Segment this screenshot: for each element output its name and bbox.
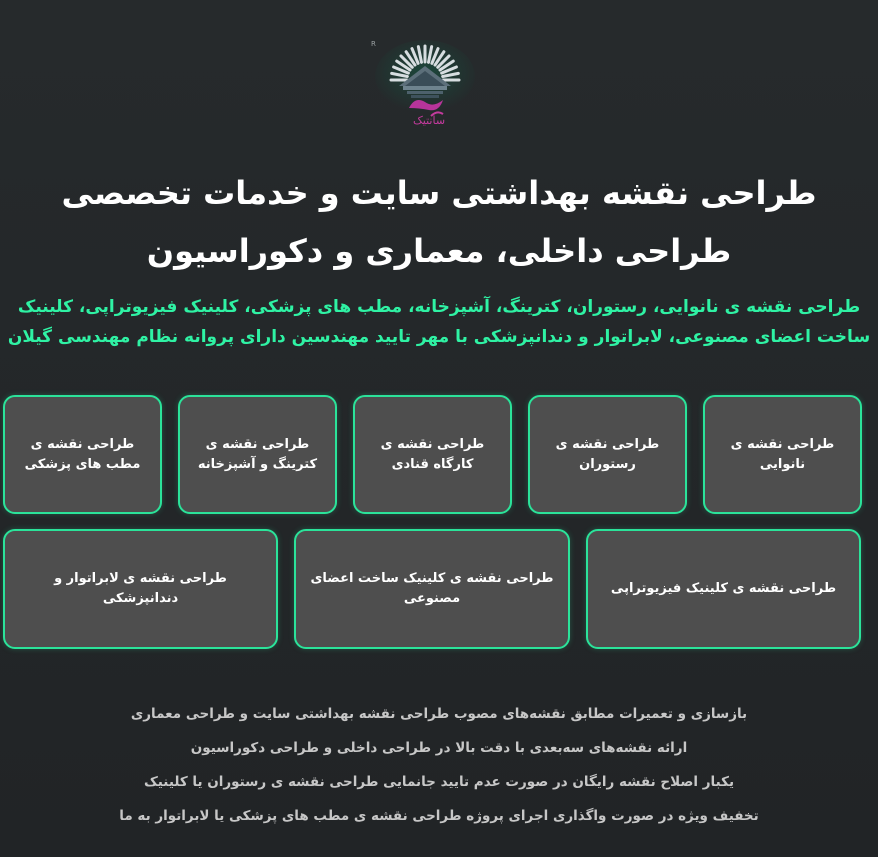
service-card-dental-lab[interactable] [3, 529, 278, 649]
service-card-physiotherapy[interactable] [586, 529, 861, 649]
service-card-catering[interactable] [178, 395, 337, 514]
page-subtitle: طراحی نقشه ی نانوایی، رستوران، کترینگ، آشپزخانه، مطب های پزشکی، کلینیک فیزیوتراپی، کلینیک ساخت اعضای مصنوعی، لابراتوار و دندانپزشکی با مهر تایید مهندسین دارای پروانه نظام مهندسی گیلان [7, 297, 871, 347]
service-card-label: طراحی نقشه ی کارگاه قنادی [380, 436, 485, 472]
brand-logo[interactable] [369, 36, 481, 132]
service-card-confectionery[interactable] [353, 395, 512, 514]
logo-emblem-icon [369, 36, 481, 132]
service-card-label: طراحی نقشه ی کترینگ و آشپزخانه [197, 436, 318, 472]
service-card-label: طراحی نقشه ی لابراتوار و دندانپزشکی [54, 571, 227, 606]
logo-wordmark: سانتیک [412, 114, 446, 127]
service-card-bakery[interactable] [703, 395, 862, 514]
service-card-prosthetics-clinic[interactable] [294, 529, 570, 649]
list-item: تخفیف ویژه در صورت واگذاری اجرای پروژه طراحی نقشه ی مطب های پزشکی یا لابراتوار به ما [119, 808, 759, 824]
page-title: طراحی نقشه بهداشتی سایت و خدمات تخصصی طراحی داخلی، معماری و دکوراسیون [61, 174, 817, 270]
service-card-label: طراحی نقشه ی مطب های پزشکی [24, 436, 141, 472]
benefits-list [40, 697, 838, 833]
list-item: بازسازی و تعمیرات مطابق نقشه‌های مصوب طراحی نقشه بهداشتی سایت و طراحی معماری [130, 706, 748, 722]
service-card-label: طراحی نقشه ی رستوران [555, 436, 660, 472]
service-card-label: طراحی نقشه ی کلینیک ساخت اعضای مصنوعی [310, 571, 554, 606]
service-card-medical-office[interactable] [3, 395, 162, 514]
registered-mark: R [371, 40, 376, 48]
list-item: ارائه نقشه‌های سه‌بعدی با دقت بالا در طراحی داخلی و طراحی دکوراسیون [190, 740, 688, 756]
service-card-label: طراحی نقشه ی نانوایی [730, 436, 835, 472]
list-item: یکبار اصلاح نقشه رایگان در صورت عدم تایید جانمایی طراحی نقشه ی رستوران یا کلینیک [143, 774, 735, 790]
service-card-label: طراحی نقشه ی کلینیک فیزیوتراپی [610, 581, 837, 596]
service-card-restaurant[interactable] [528, 395, 687, 514]
